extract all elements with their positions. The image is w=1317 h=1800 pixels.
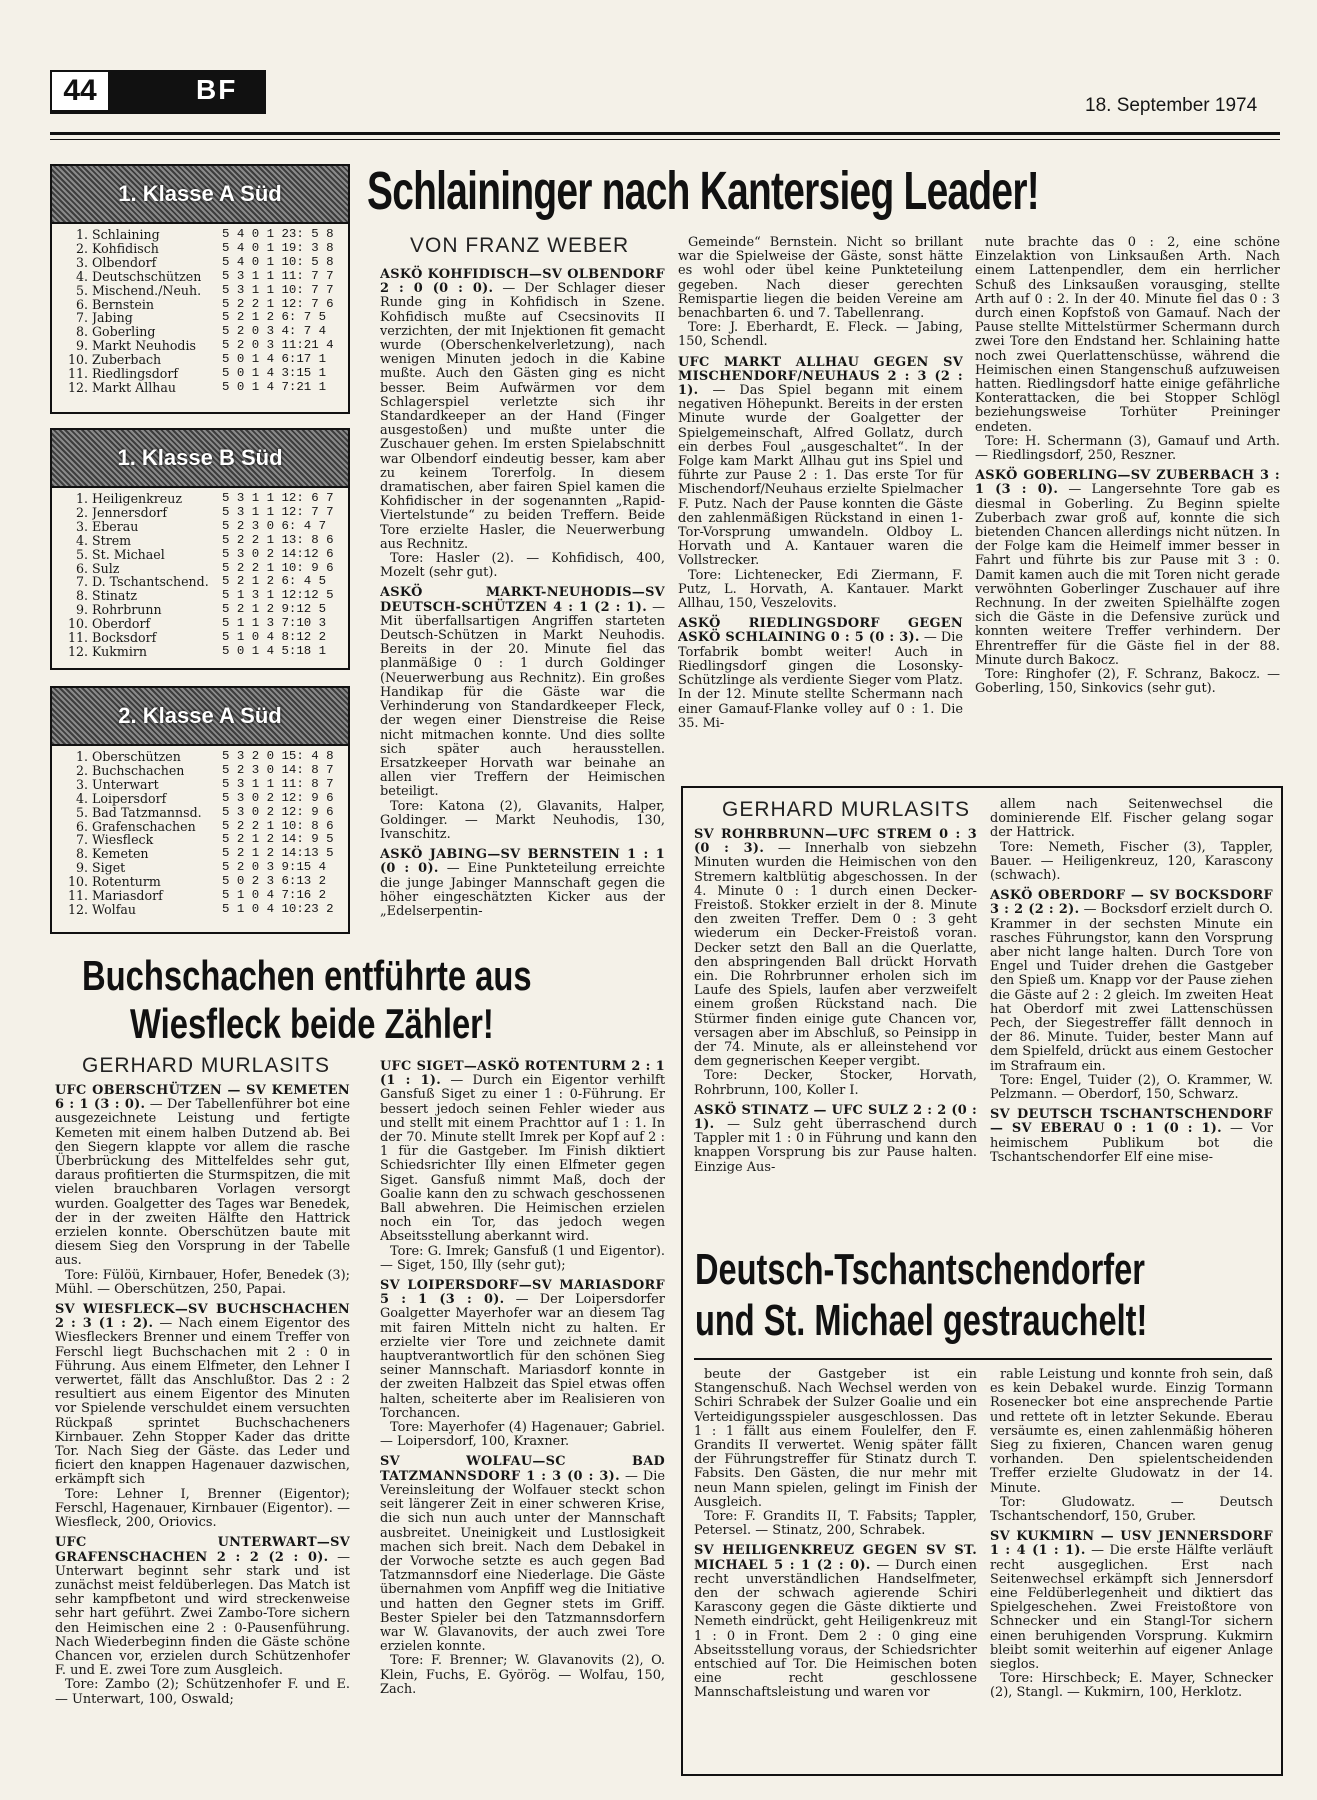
team-name: Markt Allhau (92, 380, 176, 395)
standings-row (66, 256, 340, 270)
match-heading: ASKÖ RIEDLINGSDORF GEGEN ASKÖ SCHLAINING 0 : 5 (0 : 3). (678, 616, 963, 646)
headline-buchschachen-line2: Wiesfleck beide Zähler! (130, 1000, 494, 1047)
rank: 6. (75, 560, 88, 576)
standings-row (66, 242, 340, 256)
team-name: St. Michael (92, 547, 165, 562)
standings-rows (52, 488, 348, 663)
match-report (55, 1084, 350, 1269)
team-name: Rohrbrunn (92, 603, 162, 618)
standings-row (66, 492, 340, 506)
rank: 3. (75, 518, 88, 534)
team-stats: 5 2 3 0 6: 4 7 (222, 518, 327, 533)
team-name: Riedlingsdorf (92, 367, 179, 381)
team-name: Zuberbach (92, 353, 162, 368)
team-name: Bad Tatzmannsd. (92, 805, 202, 820)
paragraph-text: — Durch ein Eigentor verhilft Gansfuß Siget zu einer 1 : 0-Führung. Er bessert jedoch seinen Fehler wieder aus und stellt mit einem Prachttor auf 1 : 1. In der 70. Minute stellt Imrek per Kopf auf 2 : 1 für die Gastgeber. Im Finish diktiert Schiedsrichter Illy einen Elfmeter gegen Siget. Gansfuß nimmt Maß, doch der Goalie kann den zu schwach geschossenen Ball abwehren. Die Heimischen erzielen noch ein Tor, das jedoch wegen Abseitsstellung aberkannt wird. (380, 1073, 665, 1245)
team-name: Jennersdorf (92, 505, 167, 520)
paragraph-text: Tore: F. Grandits II, T. Fabsits; Tappler, Petersel. — Stinatz, 200, Schrabek. (694, 1509, 977, 1539)
rank: 3. (75, 776, 88, 792)
team-name: Mariasdorf (92, 889, 163, 903)
rank: 9. (75, 602, 88, 618)
team-stats: 5 1 0 4 7:16 2 (222, 888, 327, 903)
standings-row (66, 353, 340, 367)
standings-row (66, 298, 340, 312)
headline-buchschachen-line1: Buchschachen entführte aus (82, 952, 532, 999)
standings-table-b-sued (50, 428, 350, 670)
standings-row (66, 875, 340, 889)
team-stats: 5 2 3 0 14: 8 7 (222, 762, 334, 777)
article-paragraph (694, 1368, 977, 1510)
match-heading: SV WOLFAU—SC BAD TATZMANNSDORF 1 : 3 (0 : 3). (380, 1454, 665, 1484)
match-report (990, 1108, 1273, 1165)
match-heading: UFC MARKT ALLHAU GEGEN SV MISCHENDORF/NEUHAUS 2 : 3 (2 : 1). (678, 354, 963, 399)
team-stats: 5 2 2 1 13: 8 6 (222, 532, 334, 547)
paragraph-text: Tore: G. Imrek; Gansfuß (1 und Eigentor). — Siget, 150, Illy (sehr gut); (380, 1243, 665, 1273)
rank: 1. (75, 749, 88, 764)
paragraph-text: Tore: Engel, Tuider (2), O. Krammer, W. Pelzmann. — Oberdorf, 150, Schwarz. (990, 1072, 1273, 1103)
standings-row (66, 270, 340, 284)
team-name: Markt Neuhodis (92, 339, 196, 354)
team-name: Jabing (92, 311, 133, 326)
match-heading: ASKÖ GOBERLING—SV ZUBERBACH 3 : 1 (3 : 0). (975, 468, 1280, 498)
team-stats: 5 1 1 3 7:10 3 (222, 616, 327, 631)
match-report (380, 586, 665, 799)
article-paragraph (975, 668, 1280, 696)
article-paragraph (694, 1069, 977, 1097)
match-report (694, 1544, 977, 1700)
rank: 8. (75, 846, 88, 862)
match-heading: ASKÖ STINATZ — UFC SULZ 2 : 2 (0 : 1). (694, 1102, 977, 1133)
team-stats: 5 4 0 1 23: 5 8 (222, 227, 334, 241)
standings-row (66, 631, 340, 645)
team-stats: 5 1 0 4 8:12 2 (222, 630, 327, 645)
team-name: Kemeten (92, 847, 149, 862)
team-stats: 5 0 1 4 3:15 1 (222, 366, 327, 381)
standings-row (66, 534, 340, 548)
match-heading: UFC SIGET—ASKÖ ROTENTURM 2 : 1 (1 : 1). (380, 1059, 665, 1089)
match-report (380, 1060, 665, 1245)
team-name: Deutschschützen (92, 269, 202, 284)
article-paragraph (990, 1074, 1273, 1102)
paragraph-text: — Der Schlager dieser Runde ging in Kohfidisch in Szene. Kohfidisch mußte auf Csecsinovits II verzichten, der mit Injektionen fit gemacht wurde (Oberschenkelverletzung), nach wenigen Minuten jedoch in die Kabine mußte. Auch den Gästen ging es nicht besser. Beim Aufwärmen vor dem Schlagerspiel verletzte sich ihr Standardkeeper an der Hand (Finger ausgestoßen) und mußte unter die Zuschauer gehen. Im ersten Spielabschnitt war Olbendorf eindeutig besser, kam aber zu keinem Torerfolg. In diesem dramatischen, aber fairen Spiel kamen die Kohfidischer in der sogenannten „Rapid-Viertelstunde“ zu beiden Treffern. Beide Tore erzielte Hasler, die Neuerwerbung aus Rechnitz. (380, 281, 665, 552)
article-paragraph (678, 569, 963, 612)
paragraph-text: — Die Torfabrik bombt weiter! Auch in Riedlingsdorf gingen die Losonsky-Schützlinge als verdiente Sieger vom Platz. In der 12. Minute stellte Schermann nach einer Gamauf-Flanke volley auf 0 : 1. Die 35. Mi- (678, 630, 963, 731)
headline-schlaining: Schlaininger nach Kantersieg Leader! (367, 161, 1039, 221)
team-name: Wolfau (92, 902, 136, 917)
team-stats: 5 3 1 1 11: 8 7 (222, 776, 334, 791)
team-name: Oberdorf (92, 617, 151, 632)
header-rule-thin (50, 139, 1280, 140)
standings-row (66, 589, 340, 603)
team-stats: 5 2 2 1 10: 9 6 (222, 560, 334, 575)
match-heading: UFC OBERSCHÜTZEN — SV KEMETEN 6 : 1 (3 : 0). (55, 1083, 350, 1113)
team-stats: 5 1 0 4 10:23 2 (222, 901, 334, 916)
paragraph-text: Tore: F. Brenner; W. Glavanovits (2), O. Klein, Fuchs, E. Györög. — Wolfau, 150, Zach. (380, 1653, 665, 1697)
standings-title: 1. Klasse A Süd (52, 166, 348, 224)
team-stats: 5 3 1 1 10: 7 7 (222, 282, 334, 297)
article-paragraph (380, 1245, 665, 1273)
standings-row (66, 617, 340, 631)
paragraph-text: Gemeinde“ Bernstein. Nicht so brillant war die Spielweise der Gäste, sonst hätte es wohl oder übel keine Punkteteilung gegeben. Nach dieser gerechten Remispartie liegen die beiden Vereine am benachbarten 6. und 7. Tabellenrang. (678, 236, 963, 322)
paragraph-text: — Bocksdorf erzielt durch O. Krammer in der sechsten Minute ein rasches Führungstor, kann den Vorsprung aber nicht lange halten. Durch Tore von Engel und Tuider drehen die Gastgeber den Spieß um. Knapp vor der Pause ziehen die Gäste auf 2 : 2 gleich. Im zweiten Heat hat Oberdorf mit zwei Lattenschüssen Pech, der Siegestreffer fällt dennoch in der 86. Minute. Tuider, bester Mann auf dem Spielfeld, drückt aus einem Gestocher im Strafraum ein. (990, 902, 1273, 1074)
rank: 10. (67, 616, 88, 632)
article-paragraph (678, 321, 963, 349)
team-name: Oberschützen (92, 750, 181, 764)
team-name: Stinatz (92, 589, 138, 604)
team-stats: 5 0 2 3 6:13 2 (222, 874, 327, 889)
rank: 2. (75, 762, 88, 778)
team-name: Rotenturm (92, 875, 161, 890)
match-report (694, 1104, 977, 1175)
paragraph-text: Tore: H. Schermann (3), Gamauf und Arth. — Riedlingsdorf, 250, Reszner. (975, 433, 1280, 464)
paragraph-text: Tore: Mayerhofer (4) Hagenauer; Gabriel. — Loipersdorf, 100, Kraxner. (380, 1420, 665, 1450)
standings-row (66, 778, 340, 792)
standings-row (66, 603, 340, 617)
rank: 9. (75, 338, 88, 354)
rank: 5. (75, 282, 88, 298)
match-heading: ASKÖ JABING—SV BERNSTEIN 1 : 1 (0 : 0). (380, 847, 665, 877)
issue-date: 18. September 1974 (1085, 95, 1258, 116)
team-stats: 5 2 0 3 9:15 4 (222, 860, 327, 875)
rank: 1. (75, 491, 88, 506)
team-name: Mischend./Neuh. (92, 283, 202, 298)
team-name: Bernstein (92, 297, 154, 312)
team-stats: 5 3 1 1 12: 6 7 (222, 491, 334, 505)
rank: 2. (75, 240, 88, 256)
match-report (694, 828, 977, 1069)
rank: 3. (75, 254, 88, 270)
team-stats: 5 2 2 1 12: 7 6 (222, 296, 334, 311)
rank: 6. (75, 818, 88, 834)
standings-title: 2. Klasse A Süd (52, 688, 348, 746)
team-name: Olbendorf (92, 255, 157, 270)
standings-title: 1. Klasse B Süd (52, 430, 348, 488)
team-name: Schlaining (92, 228, 160, 242)
match-heading: SV DEUTSCH TSCHANTSCHENDORF — SV EBERAU 0 : 1 (0 : 1). (990, 1107, 1273, 1137)
standings-row (66, 367, 340, 381)
paragraph-text: Tore: Decker, Stocker, Horvath, Rohrbrunn, 100, Koller I. (694, 1068, 977, 1098)
article-paragraph (990, 841, 1273, 884)
article4-column-1 (694, 1368, 977, 1768)
standings-row (66, 562, 340, 576)
standings-row (66, 764, 340, 778)
article1-column-1 (380, 262, 665, 930)
match-report (990, 1530, 1273, 1672)
byline-murlasits-2: GERHARD MURLASITS (722, 798, 971, 821)
team-stats: 5 3 1 1 11: 7 7 (222, 268, 334, 283)
paragraph-text: — Unterwart beginnt sehr stark und ist zunächst meist feldüberlegen. Das Match ist sehr kampfbetont und wird streckenweise sehr hart geführt. Zwei Zambo-Tore sichern den Heimischen eine 2 : 0-Pausenführung. Nach Wiederbeginn finden die Gäste schöne Chancen vor, erzielen durch Schützenhofer F. und E. zwei Tore zum Ausgleich. (55, 1549, 350, 1679)
paragraph-text: Tore: Fülöü, Kirnbauer, Hofer, Benedek (3); Mühl. — Oberschützen, 250, Papai. (55, 1267, 350, 1297)
standings-table-a-sued (50, 164, 350, 414)
team-stats: 5 3 1 1 12: 7 7 (222, 504, 334, 519)
paragraph-text: Tore: J. Eberhardt, E. Fleck. — Jabing, 150, Schendl. (678, 320, 963, 350)
headline-underline (694, 1358, 1272, 1360)
paragraph-text: — Durch einen recht unverständlichen Handselfmeter, den der schwach agierende Schiri Karascony gegen die Gäste diktierte und Nemeth eindrückt, geht Heiligenkreuz mit 1 : 0 in Front. Dem 2 : 0 ging eine Abseitsstellung voraus, der Schiedsrichter entschied auf Tor. Die Heimischen boten eine recht geschlossene Mannschaftsleistung und waren vor (694, 1557, 977, 1701)
paragraph-text: Tore: Hasler (2). — Kohfidisch, 400, Mozelt (sehr gut). (380, 551, 665, 581)
team-stats: 5 4 0 1 19: 3 8 (222, 240, 334, 255)
match-report (975, 469, 1280, 668)
header-rule (50, 132, 1280, 135)
match-heading: SV KUKMIRN — USV JENNERSDORF 1 : 4 (1 : 1). (990, 1529, 1273, 1559)
paragraph-text: — Der Tabellenführer bot eine ausgezeichnete Leistung und fertigte Kemeten mit einem halben Dutzend ab. Bei den Siegern klappte vor allem die rasche Überbrückung des Mittelfeldes sehr gut, daraus profitierten die Sturmspitzen, die mit vielen brauchbaren Vorlagen versorgt wurden. Goalgetter des Tages war Benedek, der in der zweiten Hälfte den Hattrick erzielen konnte. Oberschützen baute mit diesem Sieg den Vorsprung in der Tabelle aus. (55, 1097, 350, 1269)
rank: 10. (67, 874, 88, 890)
article-paragraph (990, 1368, 1273, 1496)
headline-tschantschendorf-line2: und St. Michael gestrauchelt! (695, 1296, 1148, 1345)
standings-row (66, 325, 340, 339)
standings-row (66, 750, 340, 764)
team-stats: 5 2 1 2 9:12 5 (222, 602, 327, 617)
paragraph-text: rable Leistung und konnte froh sein, daß es kein Debakel wurde. Einzig Tormann Rosenecker bot eine ansprechende Partie und rettete oft in letzter Sekunde. Eberau versäumte es, einen zahlenmäßig höheren Sieg zu fixieren, Chancen waren genug vorhanden. Den spielentscheidenden Treffer erzielte Gludowatz in der 14. Minute. (990, 1368, 1273, 1496)
section-logo: BF (196, 74, 238, 105)
team-name: Kukmirn (92, 644, 147, 659)
standings-row (66, 806, 340, 820)
rank: 2. (75, 504, 88, 520)
rank: 12. (67, 643, 88, 659)
team-stats: 5 0 1 4 5:18 1 (222, 643, 327, 658)
match-report (55, 1536, 350, 1678)
team-name: D. Tschantschend. (92, 575, 209, 590)
paragraph-text: nute brachte das 0 : 2, eine schöne Einzelaktion von Linksaußen Arth. Nach einem Lattenpendler, dem ein herrlicher Schuß des Linksaußen vorausging, stellte Arth auf 0 : 2. In der 40. Minute fiel das 0 : 3 durch einen Kopfstoß von Gamauf. Nach der Pause stellte Mittelstürmer Schermann durch zwei Tore den Endstand her. Schlaining hatte noch zwei Querlattenschüsse, während die Heimischen einen Stangenschuß aufzuweisen hatten. Riedlingsdorf hatte einige gefährliche Konterattacken, die bei Stopper Schlögl beziehungsweise Torhüter Preininger endeten. (975, 236, 1280, 435)
match-heading: ASKÖ MARKT-NEUHODIS—SV DEUTSCH-SCHÜTZEN 4 : 1 (2 : 1). (380, 585, 665, 615)
paragraph-text: Tor: Gludowatz. — Deutsch Tschantschendorf, 150, Gruber. (990, 1494, 1273, 1525)
team-name: Loipersdorf (92, 791, 167, 806)
standings-table-2-a-sued (50, 686, 350, 934)
rank: 11. (67, 888, 88, 904)
rank: 10. (67, 352, 88, 368)
paragraph-text: — Der Loipersdorfer Goalgetter Mayerhofer war an diesem Tag mit fairen Mitteln nicht zu halten. Er erzielte vier Tore und zeichnete damit hauptverantwortlich für den schönen Sieg seiner Mannschaft. Mariasdorf konnte in der zweiten Halbzeit das Spiel etwas offen halten, scheiterte aber im Realisieren von Torchancen. (380, 1292, 665, 1421)
standings-row (66, 861, 340, 875)
team-stats: 5 2 2 1 10: 8 6 (222, 818, 334, 833)
article-paragraph (975, 236, 1280, 435)
match-heading: UFC UNTERWART—SV GRAFENSCHACHEN 2 : 2 (2 : 0). (55, 1535, 350, 1565)
match-report (55, 1303, 350, 1488)
paragraph-text: — Sulz geht überraschend durch Tappler mit 1 : 0 in Führung und kann den knappen Vorsprung bis zur Pause halten. Einzige Aus- (694, 1117, 977, 1175)
team-name: Bocksdorf (92, 631, 157, 645)
standings-row (66, 339, 340, 353)
article-paragraph (694, 1510, 977, 1538)
paragraph-text: Tore: Ringhofer (2), F. Schranz, Bakocz. — Goberling, 150, Sinkovics (sehr gut). (975, 667, 1280, 697)
team-stats: 5 1 3 1 12:12 5 (222, 588, 334, 603)
match-report (380, 1279, 665, 1421)
team-name: Buchschachen (92, 763, 185, 778)
team-name: Kohfidisch (92, 241, 159, 256)
article-paragraph (380, 552, 665, 580)
standings-row (66, 381, 340, 395)
match-heading: SV ROHRBRUNN—UFC STREM 0 : 3 (0 : 3). (694, 827, 977, 857)
article-paragraph (990, 798, 1273, 841)
article-paragraph (990, 1496, 1273, 1524)
article2-column-1 (55, 1078, 350, 1778)
rank: 8. (75, 324, 88, 340)
paragraph-text: — Das Spiel begann mit einem negativen Höhepunkt. Bereits in der ersten Minute wurde der Goalgetter der Spielgemeinschaft, Alfred Gollatz, durch ein derbes Foul „ausgeschaltet“. In der Folge kam Markt Allhau gut ins Spiel und führte zur Pause 2 : 1. Das erste Tor für Mischendorf/Neuhaus erzielte Spielmacher F. Putz. Nach der Pause konnten die Gäste den zahlenmäßigen Rückstand in einen 1-Tor-Vorsprung umwandeln. Oldboy L. Horvath und A. Kantauer waren die Vollstrecker. (678, 383, 963, 569)
standings-row (66, 645, 340, 659)
rank: 11. (67, 630, 88, 646)
standings-row (66, 228, 340, 242)
team-name: Eberau (92, 519, 139, 534)
team-stats: 5 2 0 3 4: 7 4 (222, 324, 327, 339)
rank: 6. (75, 296, 88, 312)
paragraph-text: — Innerhalb von siebzehn Minuten wurden die Heimischen von den Stremern kaltblütig abgeschossen. In der 4. Minute 0 : 1 durch einen Decker-Freistoß. Stokker erzielt in der 8. Minute den zweiten Treffer. Dem 0 : 3 geht wiederum ein Decker-Freistoß voran. Decker setzt den Ball an die Querlatte, den abspringenden Ball drückt Horvath ein. Die Rohrbrunner erholen sich im Laufe des Spiels, laufen aber verzweifelt einem großen Rückstand nach. Die Stürmer finden einige gute Chancen vor, versagen aber im Abschluß, so Peinsipp in der 74. Minute, als er alleinstehend vor dem gegnerischen Keeper vergibt. (694, 841, 977, 1070)
team-name: Strem (92, 533, 132, 548)
match-heading: SV WIESFLECK—SV BUCHSCHACHEN 2 : 3 (1 : 2). (55, 1302, 350, 1332)
standings-row (66, 847, 340, 861)
match-report (380, 848, 665, 919)
byline-murlasits-1: GERHARD MURLASITS (82, 1054, 331, 1077)
article-paragraph (55, 1678, 350, 1706)
paragraph-text: — Die Vereinsleitung der Wolfauer steckt schon seit längerer Zeit in einer schweren Krise, die sich nun auch unter der Mannschaft ausbreitet. Uneinigkeit und Lustlosigkeit machen sich breit. Nach dem Debakel in der Vorwoche setzte es auch gegen Bad Tatzmannsdorf eine Niederlage. Die Gäste übernahmen vom Anpfiff weg die Initiative und hatten den Gegner stets im Griff. Bester Spieler bei den Tatzmannsdorfern war W. Glavanovits, der auch zwei Tore erzielen konnte. (380, 1468, 665, 1655)
standings-row (66, 506, 340, 520)
match-report (678, 356, 963, 569)
paragraph-text: allem nach Seitenwechsel die dominierende Elf. Fischer gelang sogar der Hattrick. (990, 798, 1273, 841)
match-report (380, 268, 665, 552)
rank: 5. (75, 804, 88, 820)
team-stats: 5 3 0 2 12: 9 6 (222, 790, 334, 805)
match-report (990, 889, 1273, 1074)
team-stats: 5 3 2 0 15: 4 8 (222, 749, 334, 763)
paragraph-text: — Mit überfallsartigen Angriffen starteten Deutsch-Schützen in Markt Neuhodis. Bereits in der 20. Minute fiel das planmäßige 0 : 1 durch Goldinger (Neuerwerbung aus Rechnitz). Ein großes Handikap für die Gäste war die Verhinderung von Standardkeeper Fleck, der wegen einer Dienstreise die Reise nicht mitmachen konnte. Und dies sollte sich später auch herausstellen. Ersatzkeeper Horvath war beinahe an allen vier Treffern der Heimischen beteiligt. (380, 599, 665, 800)
team-name: Unterwart (92, 777, 159, 792)
team-stats: 5 3 0 2 12: 9 6 (222, 804, 334, 819)
standings-row (66, 575, 340, 589)
rank: 11. (67, 366, 88, 382)
article3-column-2 (990, 798, 1273, 1220)
standings-row (66, 284, 340, 298)
rank: 8. (75, 588, 88, 604)
article-paragraph (975, 435, 1280, 463)
team-stats: 5 3 0 2 14:12 6 (222, 546, 334, 561)
article1-column-2 (678, 236, 963, 774)
team-name: Wiesfleck (92, 833, 154, 848)
team-stats: 5 0 1 4 6:17 1 (222, 352, 327, 367)
match-heading: SV HEILIGENKREUZ GEGEN SV ST. MICHAEL 5 : 1 (2 : 0). (694, 1543, 977, 1573)
match-report (380, 1455, 665, 1654)
rank: 12. (67, 901, 88, 917)
article-paragraph (380, 800, 665, 843)
standings-rows (52, 224, 348, 399)
match-heading: ASKÖ KOHFIDISCH—SV OLBENDORF 2 : 0 (0 : 0). (380, 267, 665, 297)
rank: 1. (75, 227, 88, 242)
paragraph-text: beute der Gastgeber ist ein Stangenschuß. Nach Wechsel werden von Schiri Schrabek der Sulzer Goalie und ein Verteidigungsspieler ausgeschlossen. Das 1 : 1 fällt aus einem Foulelfer, den F. Grandits II verwertet. Wenig später fällt der Führungstreffer für Stinatz durch T. Fabsits. Den Gästen, die nur mehr mit neun Mann spielen, gelingt im Finish der Ausgleich. (694, 1368, 977, 1510)
standings-row (66, 833, 340, 847)
team-name: Grafenschachen (92, 819, 196, 834)
article1-column-3 (975, 236, 1280, 774)
byline-weber: VON FRANZ WEBER (410, 234, 630, 257)
rank: 5. (75, 546, 88, 562)
rank: 4. (75, 268, 88, 284)
team-stats: 5 2 1 2 14:13 5 (222, 846, 334, 861)
article4-column-2 (990, 1368, 1273, 1768)
article-paragraph (380, 1654, 665, 1697)
article3-column-1 (694, 822, 977, 1220)
paragraph-text: — Die erste Hälfte verläuft recht ausgeglichen. Erst nach Seitenwechsel erkämpft sich Jennersdorf eine Feldüberlegenheit und diktiert das Spielgeschehen. Zwei Freistoßtore von Schnecker und ein Stangl-Tor sichern einen beruhigenden Vorsprung. Kukmirn bleibt somit weiterhin auf eigener Anlage sieglos. (990, 1543, 1273, 1673)
team-stats: 5 2 1 2 6: 4 5 (222, 574, 327, 589)
paragraph-text: Tore: Lehner I, Brenner (Eigentor); Ferschl, Hagenauer, Kirnbauer (Eigentor). — Wiesfleck, 200, Oriovics. (55, 1486, 350, 1531)
team-stats: 5 4 0 1 10: 5 8 (222, 254, 334, 269)
match-heading: ASKÖ OBERDORF — SV BOCKSDORF 3 : 2 (2 : 2). (990, 888, 1273, 918)
article-paragraph (55, 1269, 350, 1297)
match-heading: SV LOIPERSDORF—SV MARIASDORF 5 : 1 (3 : 0). (380, 1278, 665, 1308)
article-paragraph (678, 236, 963, 321)
paragraph-text: Tore: Nemeth, Fischer (3), Tappler, Bauer. — Heiligenkreuz, 120, Karascony (schwach). (990, 839, 1273, 884)
team-name: Sulz (92, 561, 120, 576)
standings-row (66, 792, 340, 806)
team-stats: 5 0 1 4 7:21 1 (222, 379, 327, 394)
paragraph-text: — Vor heimischem Publikum bot die Tschantschendorfer Elf eine mise- (990, 1121, 1273, 1165)
team-name: Heiligenkreuz (92, 492, 182, 506)
rank: 4. (75, 790, 88, 806)
paragraph-text: Tore: Katona (2), Glavanits, Halper, Goldinger. — Markt Neuhodis, 130, Ivanschitz. (380, 798, 665, 842)
article-paragraph (55, 1488, 350, 1531)
team-stats: 5 2 0 3 11:21 4 (222, 338, 334, 353)
standings-rows (52, 746, 348, 921)
team-name: Siget (92, 861, 126, 876)
rank: 4. (75, 532, 88, 548)
standings-row (66, 548, 340, 562)
paragraph-text: Tore: Zambo (2); Schützenhofer F. und E. — Unterwart, 100, Oswald; (55, 1677, 350, 1707)
rank: 9. (75, 860, 88, 876)
paragraph-text: Tore: Lichtenecker, Edi Ziermann, F. Putz, L. Horvath, A. Kantauer. Markt Allhau, 150, Veszelovits. (678, 567, 963, 612)
article2-column-2 (380, 1054, 665, 1778)
team-stats: 5 2 1 2 14: 9 5 (222, 832, 334, 847)
rank: 7. (75, 310, 88, 326)
standings-row (66, 311, 340, 325)
standings-row (66, 889, 340, 903)
rank: 12. (67, 379, 88, 395)
standings-row (66, 520, 340, 534)
team-name: Goberling (92, 325, 156, 340)
page-number: 44 (52, 72, 108, 110)
paragraph-text: — Langersehnte Tore gab es diesmal in Goberling. Zu Beginn spielte Zuberbach zwar groß auf, konnte die sich bietenden Chancen allerdings nicht nützen. In der Folge kam die Heimelf immer besser in Fahrt und führte bis zur Pause mit 3 : 0. Damit kamen auch die mit Toren nicht gerade verwöhnten Goberlinger Zuschauer auf ihre Rechnung. In der zweiten Spielhälfte zogen sich die Gäste in die Defensive zurück und konnten weitere Treffer verhindern. Der Ehrentreffer für die Gäste fiel in der 88. Minute durch Bakocz. (975, 482, 1280, 668)
match-report (678, 617, 963, 731)
paragraph-text: Tore: Hirschbeck; E. Mayer, Schnecker (2), Stangl. — Kukmirn, 100, Herklotz. (990, 1671, 1273, 1701)
standings-row (66, 903, 340, 917)
paragraph-text: — Eine Punkteteilung erreichte die junge Jabinger Mannschaft gegen die höher eingeschätzten Kicker aus der „Edelserpentin- (380, 861, 665, 919)
standings-row (66, 820, 340, 834)
article-paragraph (990, 1672, 1273, 1700)
headline-tschantschendorf-line1: Deutsch-Tschantschendorfer (695, 1245, 1145, 1294)
team-stats: 5 2 1 2 6: 7 5 (222, 310, 327, 325)
paragraph-text: — Nach einem Eigentor des Wiesfleckers Brenner und einem Treffer von Ferschl liegt Buchschachen mit 2 : 0 in Führung. Aus einem Elfmeter, den Lehner I verwertet, fällt das Anschlußtor. Das 2 : 2 resultiert aus einem Eigentor des Minuten vor Spielende verschuldet einem versuchten Rückpaß sprintet Buchschacheners Kirnbauer. Zehn Stopper Kader das dritte Tor. Nach Sieg der Gäste. das Leder und fiсiert den knappen Hagenauer dazwischen, erkämpft sich (55, 1316, 350, 1488)
rank: 7. (75, 832, 88, 848)
rank: 7. (75, 574, 88, 590)
article-paragraph (380, 1421, 665, 1449)
